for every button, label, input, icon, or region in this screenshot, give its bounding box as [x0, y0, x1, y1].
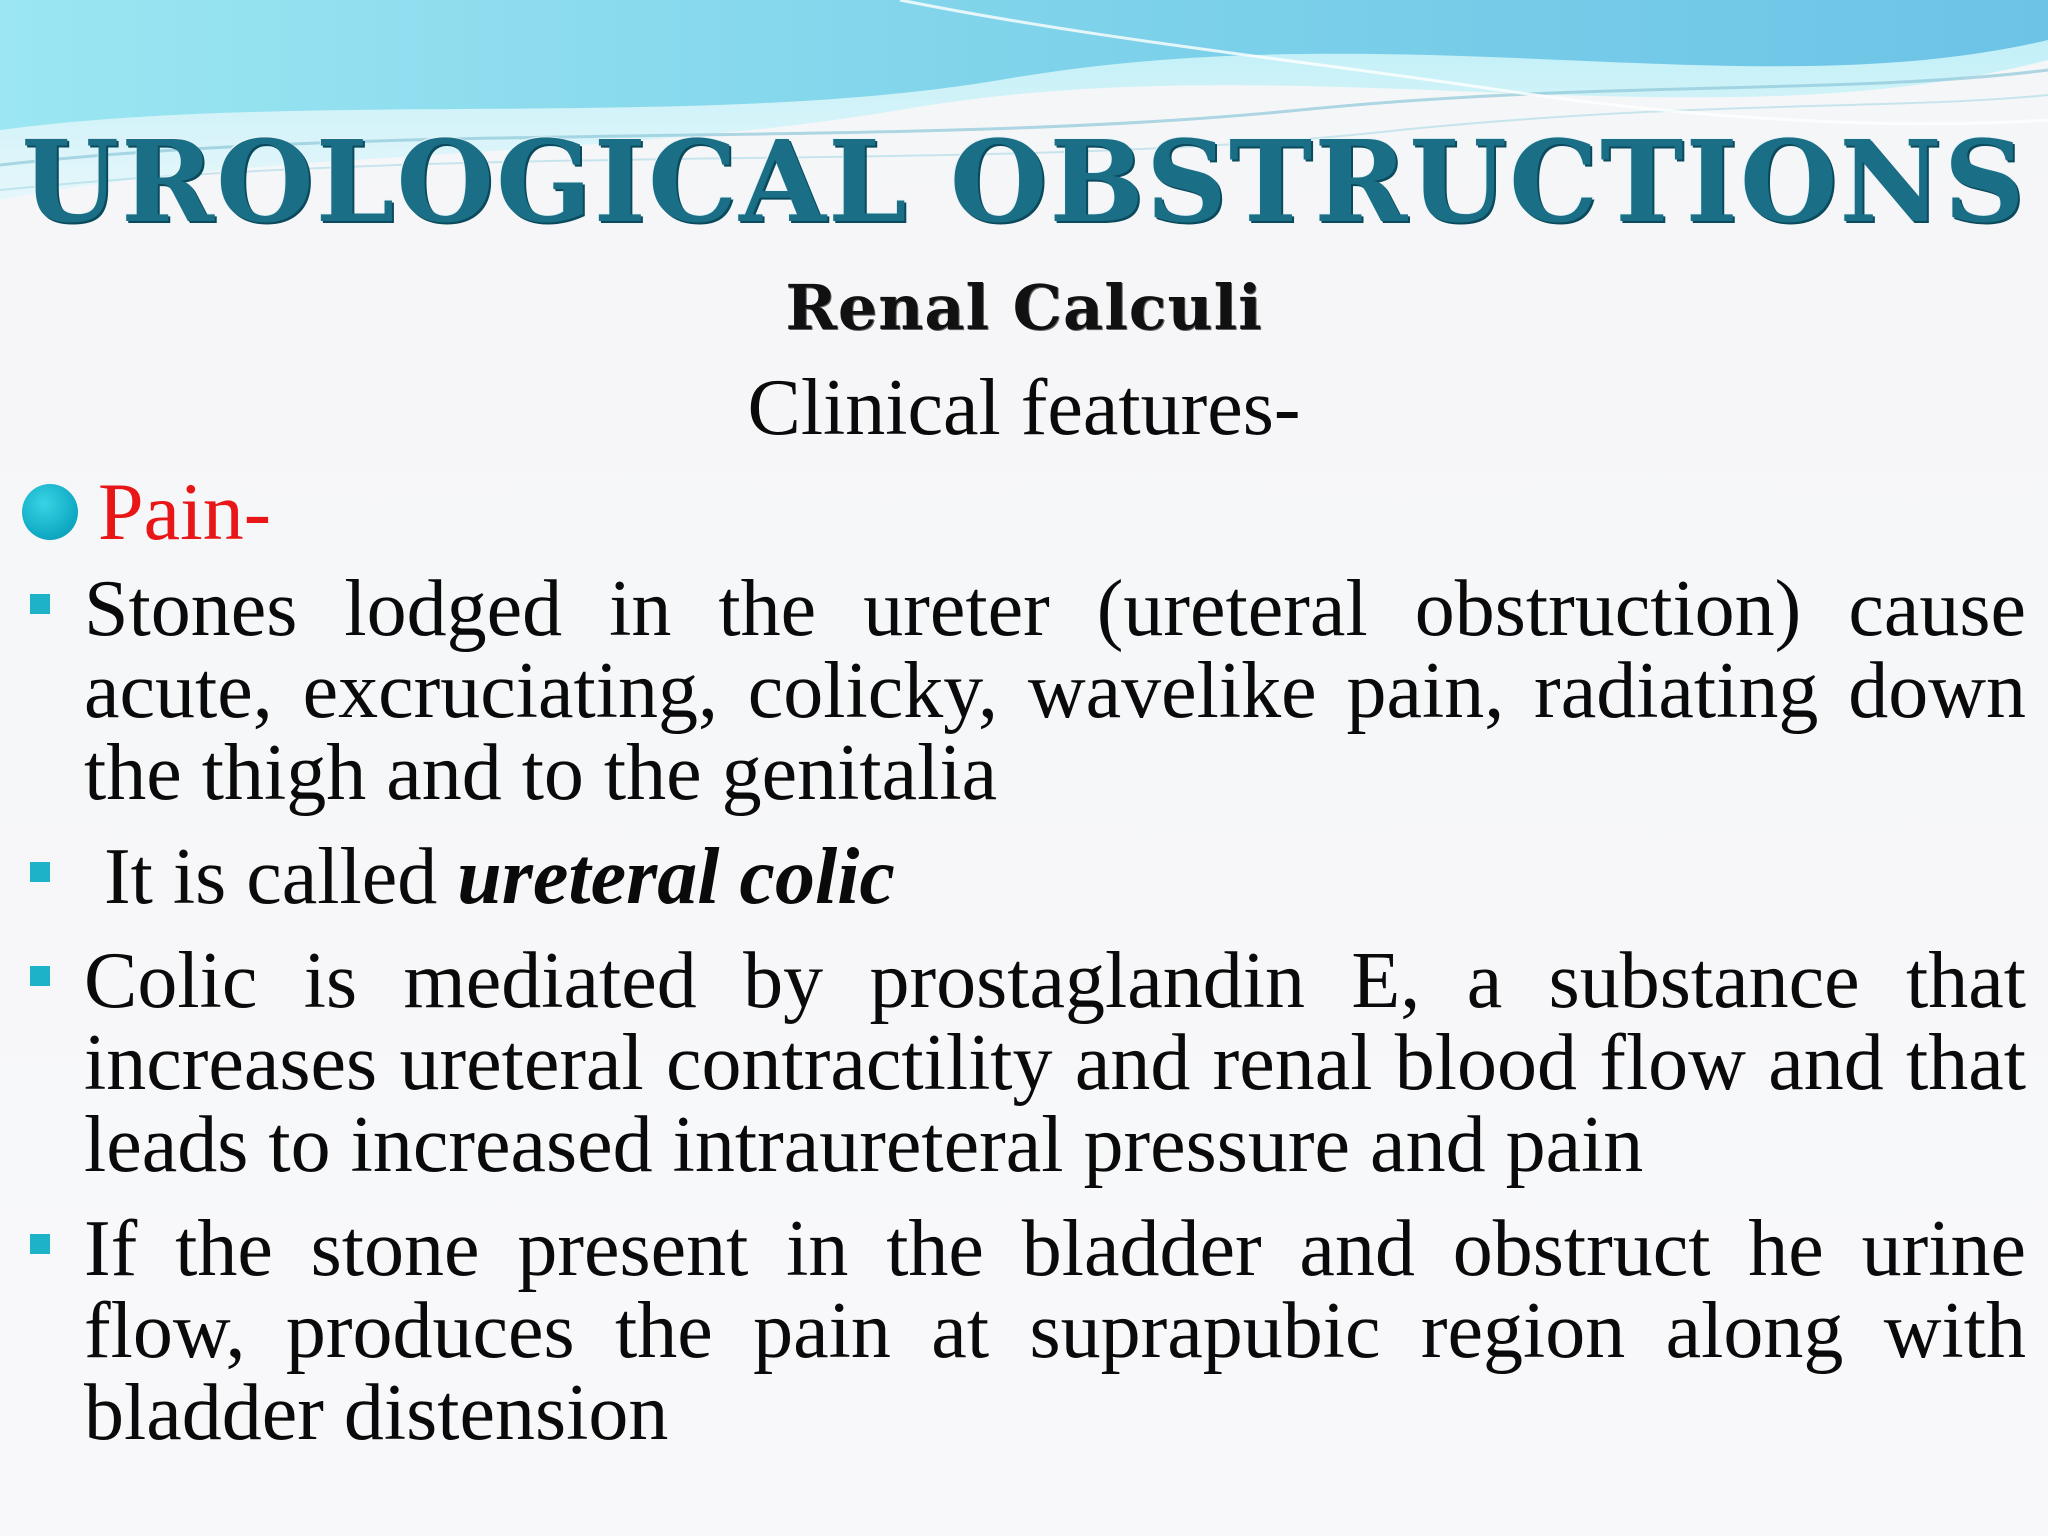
section-heading: Clinical features-: [747, 364, 1301, 452]
square-bullet-icon: [30, 1234, 50, 1254]
bullet-item: [22, 565, 2026, 817]
slide-subtitle: Renal Calculi: [785, 271, 1263, 344]
ureteral-colic-emphasis: ureteral colic: [457, 833, 895, 921]
pain-heading-row: [22, 462, 271, 562]
bullet-item: [22, 833, 2026, 921]
square-bullet-icon: [30, 594, 50, 614]
bullet-text: If the stone present in the bladder and obstruct he urine flow, produces the pain at suprapubic region along with bladder distension: [84, 1205, 2026, 1457]
bullet-item: [22, 937, 2026, 1189]
slide-title: UROLOGICAL OBSTRUCTIONS: [21, 117, 2027, 248]
bullet-text: Colic is mediated by prostaglandin E, a substance that increases ureteral contractility and renal blood flow and that leads to increased intraureteral pressure and pain: [84, 937, 2026, 1189]
bullet-text: Stones lodged in the ureter (ureteral obstruction) cause acute, excruciating, colicky, wavelike pain, radiating down the thigh and to the genitalia: [84, 565, 2026, 817]
square-bullet-icon: [30, 966, 50, 986]
pain-label: Pain-: [98, 466, 272, 557]
bullet-text: It is called: [84, 833, 458, 921]
bullet-list: [22, 565, 2026, 1476]
bullet-item: [22, 1205, 2026, 1457]
square-bullet-icon: [30, 862, 50, 882]
circle-bullet-icon: [22, 484, 78, 540]
